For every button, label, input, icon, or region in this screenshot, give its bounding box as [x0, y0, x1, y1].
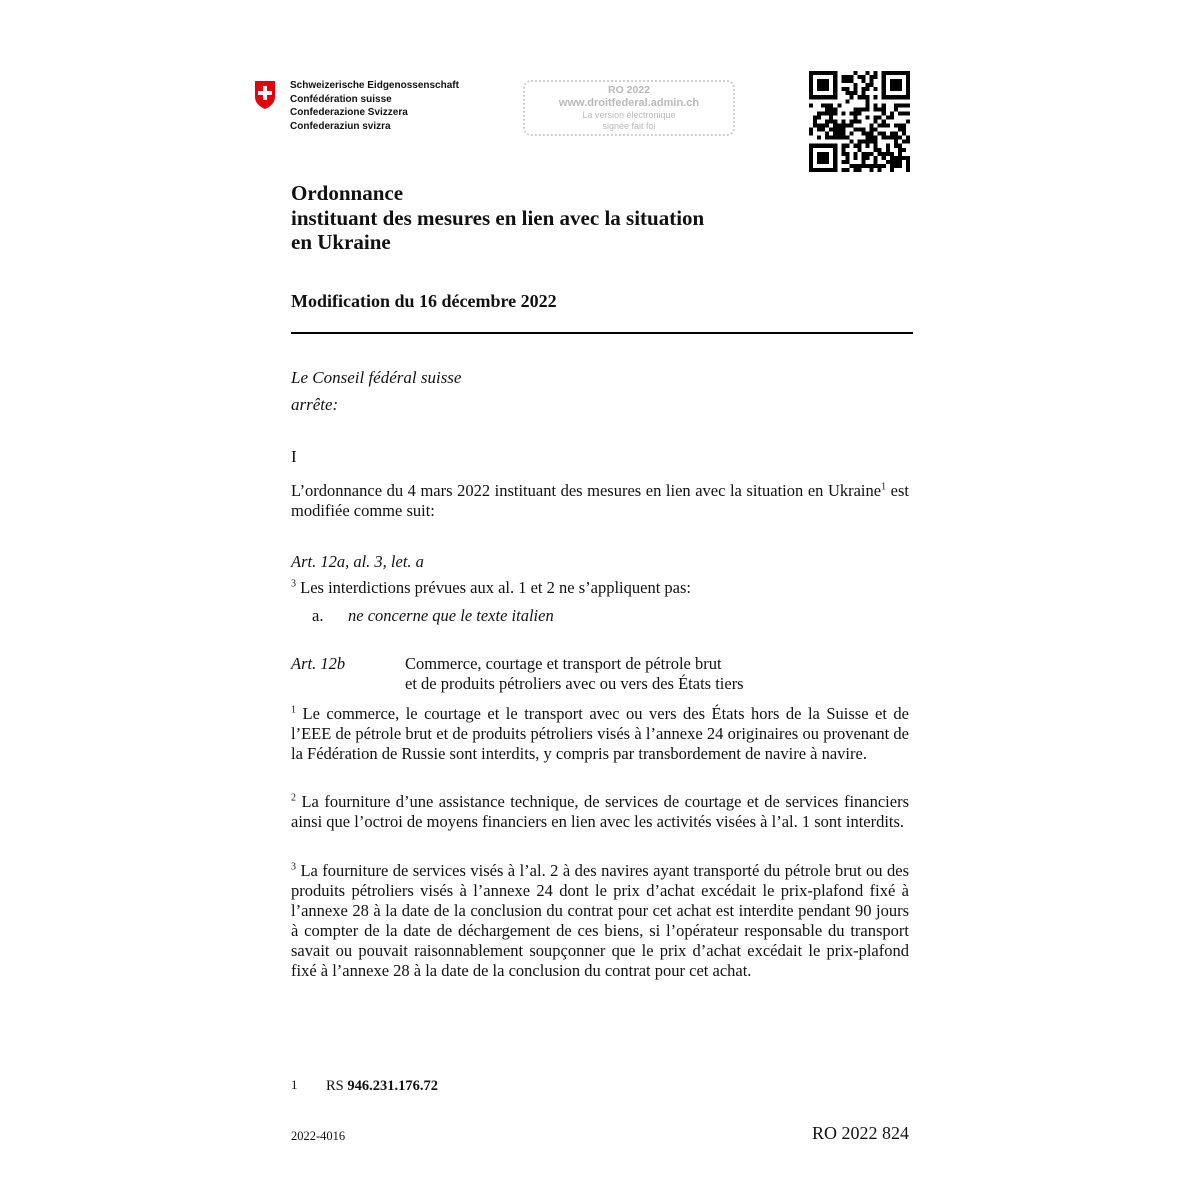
federal-name-it: Confederazione Svizzera: [290, 107, 408, 118]
official-compilation-ref: RO 2022 824: [811, 1123, 909, 1143]
section-number: I: [291, 447, 297, 466]
preamble-authority: Le Conseil fédéral suisse: [291, 368, 462, 387]
federal-name-rm: Confederaziun svizra: [290, 120, 391, 132]
paragraph-number: 2: [291, 792, 296, 804]
footnote-ref[interactable]: 1: [881, 481, 887, 493]
art-12b-heading-line-1: Commerce, courtage et transport de pétrole brut: [405, 654, 722, 673]
federal-name-de: Schweizerische Eidgenossenschaft: [290, 80, 459, 91]
paragraph-text: La fourniture de services visés à l’al. 2 à des navires ayant transporté du pétrole brut ou des produits pétroliers visés à l’annexe 24 dont le prix d’achat excédait le prix-plafond fixé à l’annexe 28 à la date de la conclusion du contrat pour cet achat est interdite pendant 90 jours à compter de la date de déchargement de ces biens, si l’opérateur responsable du transport savait ou pouvait raisonnablement soupçonner que le prix d’achat excédait le prix-plafond fixé à l’annexe 28 à la date de la conclusion du contrat pour cet achat.: [291, 861, 909, 980]
art-12b-paragraph-1: [291, 704, 909, 764]
footnote-prefix: RS: [326, 1078, 348, 1094]
qr-code-icon: [809, 71, 910, 172]
paragraph-number: 3: [291, 861, 296, 873]
paragraph-number: 3: [291, 578, 296, 590]
document-title: [291, 181, 704, 255]
paragraph-text: Le commerce, le courtage et le transport avec ou vers des États hors de la Suisse et de l’EEE de pétrole brut et de produits pétroliers visés à l’annexe 24 originaires ou provenant de la Fédération de Russie sont interdits, y compris par transbordement de navire à navire.: [291, 704, 909, 763]
electronic-signature-stamp: [523, 80, 735, 136]
letter-text: ne concerne que le texte italien: [348, 606, 554, 625]
federal-name-fr: Confédération suisse: [290, 93, 392, 105]
stamp-url[interactable]: www.droitfederal.admin.ch: [558, 97, 700, 109]
letter-label: a.: [312, 606, 324, 625]
footnote-text: [326, 1078, 438, 1095]
title-line-2: instituant des mesures en lien avec la situation: [291, 205, 705, 230]
art-12b-label: Art. 12b: [291, 654, 346, 673]
stamp-line-3: La version électronique: [582, 110, 676, 120]
preamble-decree: arrête:: [291, 395, 339, 414]
title-line-1: Ordonnance: [291, 181, 404, 205]
art-12b-heading-line-2: et de produits pétroliers avec ou vers des États tiers: [405, 674, 744, 693]
footnote-number: 1: [291, 1077, 298, 1092]
document-number: 2022-4016: [291, 1129, 346, 1143]
modification-date: Modification du 16 décembre 2022: [291, 291, 557, 311]
paragraph-text: La fourniture d’une assistance technique, de services de courtage et de services financiers ainsi que l’octroi de moyens financiers en lien avec les activités visées à l’al. 1 sont interdits.: [291, 792, 909, 831]
paragraph-number: 1: [291, 704, 296, 716]
amendment-intro: [291, 481, 909, 521]
federal-names: [290, 79, 459, 133]
amendment-intro-tail: est modifiée comme suit:: [291, 481, 909, 520]
preamble: [291, 364, 461, 418]
amendment-intro-text: L’ordonnance du 4 mars 2022 instituant des mesures en lien avec la situation en Ukraine: [291, 481, 882, 500]
art-12b-heading: [405, 654, 744, 694]
stamp-line-1: RO 2022: [607, 84, 651, 96]
divider: [291, 332, 913, 334]
swiss-cross-icon: [254, 80, 276, 110]
art-12a-paragraph: [291, 578, 909, 598]
art-12b-paragraph-2: [291, 792, 909, 832]
title-line-3: en Ukraine: [291, 230, 391, 254]
paragraph-text: Les interdictions prévues aux al. 1 et 2 ne s’appliquent pas:: [296, 578, 691, 597]
art-12a-heading: Art. 12a, al. 3, let. a: [291, 552, 424, 571]
stamp-line-4: signée fait foi: [602, 121, 656, 131]
art-12b-paragraph-3: [291, 861, 909, 981]
footnote-reference[interactable]: 946.231.176.72: [347, 1078, 438, 1094]
